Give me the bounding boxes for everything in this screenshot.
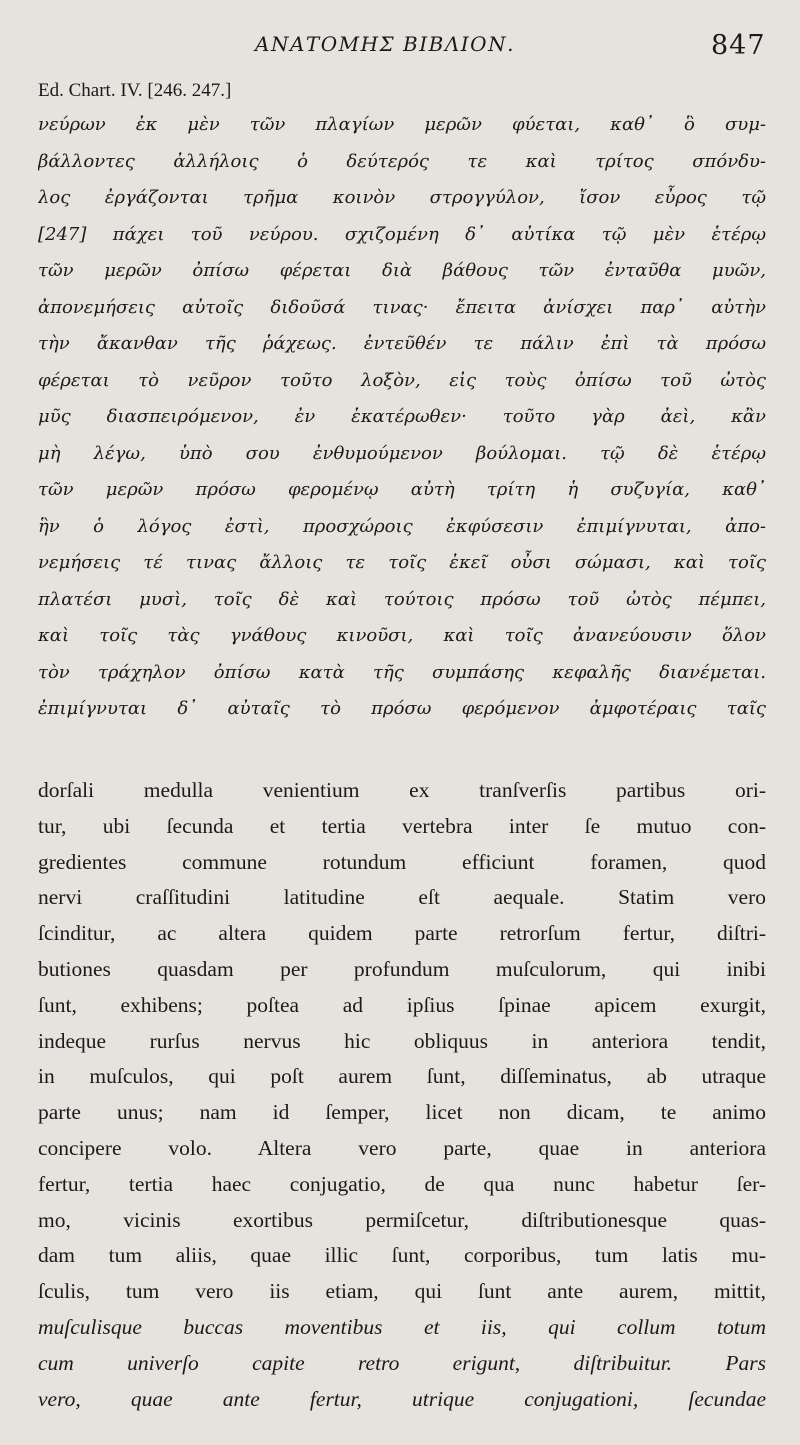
- latin-line: gredientes commune rotundum efficiunt foramen, quod: [38, 849, 766, 874]
- greek-line: φέρεται τὸ νεῦρον τοῦτο λοξὸν, εἰς τοὺς ὀπίσω τοῦ ὠτὸς: [38, 369, 766, 391]
- latin-line: nervi craſſitudini latitudine eſt aequale. Statim vero: [38, 885, 766, 910]
- latin-line: mo, vicinis exortibus permiſcetur, diſtributionesque quas-: [38, 1207, 766, 1232]
- running-title: ΑΝΑΤΟΜΗΣ ΒΙΒΛΙΟΝ.: [255, 32, 515, 56]
- latin-line: cum univerſo capite retro erigunt, diſtribuitur. Pars: [38, 1350, 766, 1375]
- greek-line: τὸν τράχηλον ὀπίσω κατὰ τῆς συμπάσης κεφαλῆς διανέμεται.: [38, 661, 766, 683]
- greek-line: μὴ λέγω, ὑπὸ σου ἐνθυμούμενον βούλομαι. τῷ δὲ ἑτέρῳ: [38, 442, 766, 464]
- greek-line: πλατέσι μυσὶ, τοῖς δὲ καὶ τούτοις πρόσω τοῦ ὠτὸς πέμπει,: [38, 588, 766, 610]
- latin-line: ſcinditur, ac altera quidem parte retrorſum fertur, diſtri-: [38, 921, 766, 946]
- latin-line: butiones quasdam per profundum muſculorum, qui inibi: [38, 956, 766, 981]
- greek-line: λος ἐργάζονται τρῆμα κοινὸν στρογγύλον, ἴσον εὖρος τῷ: [38, 187, 766, 208]
- latin-line: ſunt, exhibens; poſtea ad ipſius ſpinae apicem exurgit,: [38, 992, 766, 1017]
- greek-line: ἐπιμίγνυται δ᾽ αὐταῖς τὸ πρόσω φερόμενον ἀμφοτέραις ταῖς: [38, 698, 766, 719]
- latin-line: tur, ubi ſecunda et tertia vertebra inter ſe mutuo con-: [38, 813, 766, 838]
- greek-line: τὴν ἄκανθαν τῆς ῥάχεως. ἐντεῦθέν τε πάλιν ἐπὶ τὰ πρόσω: [38, 333, 766, 354]
- greek-line: νεύρων ἐκ μὲν τῶν πλαγίων μερῶν φύεται, καθ᾽ ὃ συμ-: [38, 114, 766, 135]
- greek-line: ἣν ὁ λόγος ἐστὶ, προσχώροις ἐκφύσεσιν ἐπιμίγνυται, ἀπο-: [38, 515, 766, 537]
- greek-line: μῦς διασπειρόμενον, ἐν ἑκατέρωθεν· τοῦτο γὰρ ἀεὶ, κἂν: [38, 406, 766, 427]
- latin-line: indeque rurſus nervus hic obliquus in anteriora tendit,: [38, 1028, 766, 1053]
- latin-line: concipere volo. Altera vero parte, quae in anteriora: [38, 1135, 766, 1160]
- greek-line: βάλλοντες ἀλλήλοις ὁ δεύτερός τε καὶ τρίτος σπόνδυ-: [38, 150, 766, 172]
- greek-line: καὶ τοῖς τὰς γνάθους κινοῦσι, καὶ τοῖς ἀνανεύουσιν ὅλον: [38, 625, 766, 646]
- latin-line: in muſculos, qui poſt aurem ſunt, diſſeminatus, ab utraque: [38, 1064, 766, 1089]
- greek-text-block: [38, 107, 766, 728]
- latin-line: parte unus; nam id ſemper, licet non dicam, te animo: [38, 1100, 766, 1125]
- latin-line: vero, quae ante fertur, utrique conjugationi, ſecundae: [38, 1386, 766, 1411]
- latin-line: muſculisque buccas moventibus et iis, qui collum totum: [38, 1314, 766, 1339]
- running-head: [0, 30, 800, 62]
- page-number: 847: [711, 30, 766, 61]
- greek-line: τῶν μερῶν πρόσω φερομένῳ αὐτὴ τρίτη ἡ συζυγία, καθ᾽: [38, 479, 766, 500]
- greek-line: νεμήσεις τέ τινας ἄλλοις τε τοῖς ἐκεῖ οὖσι σώμασι, καὶ τοῖς: [38, 552, 766, 573]
- latin-line: dam tum aliis, quae illic ſunt, corporibus, tum latis mu-: [38, 1243, 766, 1268]
- latin-line: fertur, tertia haec conjugatio, de qua nunc habetur ſer-: [38, 1171, 766, 1196]
- greek-line: ἀπονεμήσεις αὐτοῖς διδοῦσά τινας· ἔπειτα ἀνίσχει παρ᾽ αὐτὴν: [38, 296, 766, 318]
- greek-line: τῶν μερῶν ὀπίσω φέρεται διὰ βάθους τῶν ἐνταῦθα μυῶν,: [38, 260, 766, 281]
- greek-line: [247] πάχει τοῦ νεύρου. σχιζομένη δ᾽ αὐτίκα τῷ μὲν ἑτέρῳ: [38, 223, 766, 245]
- latin-line: dorſali medulla venientium ex tranſverſis partibus ori-: [38, 778, 766, 802]
- latin-text-block: [38, 773, 766, 1417]
- edition-reference: Ed. Chart. IV. [246. 247.]: [38, 80, 232, 101]
- latin-line: ſculis, tum vero iis etiam, qui ſunt ante aurem, mittit,: [38, 1279, 766, 1304]
